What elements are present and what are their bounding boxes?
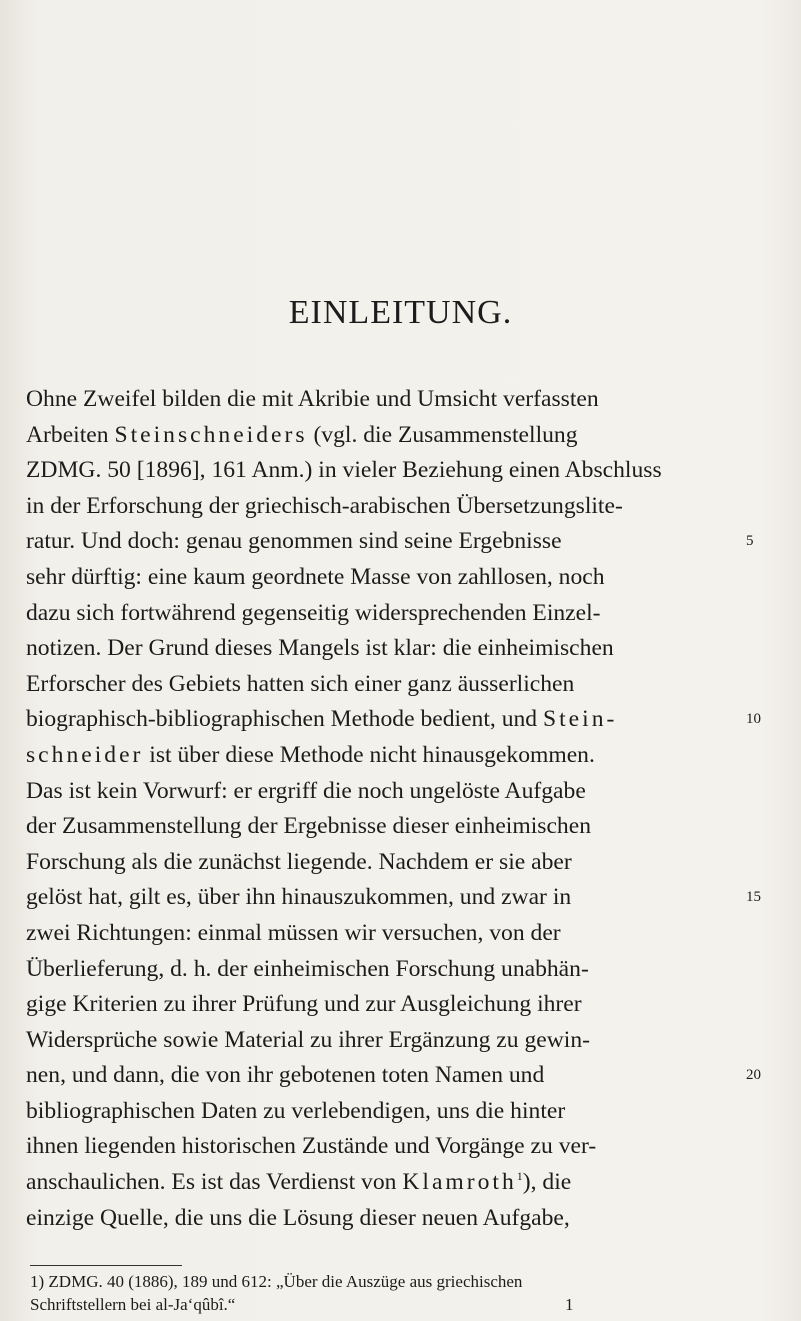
text-line-23	[26, 1165, 801, 1201]
line-text: zwei Richtungen: einmal müssen wir versuchen, von der	[26, 919, 561, 946]
text-line-4	[26, 489, 801, 525]
line-text: notizen. Der Grund dieses Mangels ist klar: die einheimischen	[26, 635, 614, 662]
line-text: ), die	[522, 1169, 572, 1196]
line-text: ratur. Und doch: genau genommen sind seine Ergebnisse	[26, 528, 562, 555]
text-line-13	[26, 809, 801, 845]
line-text: ist über diese Methode nicht hinausgekommen.	[143, 741, 595, 768]
line-number: 20	[746, 1067, 761, 1084]
text-line-21	[26, 1094, 801, 1130]
line-text: Das ist kein Vorwurf: er ergriff die noch ungelöste Aufgabe	[26, 777, 586, 804]
line-text: nen, und dann, die von ihr gebotenen toten Namen und	[26, 1062, 545, 1089]
text-line-7	[26, 596, 801, 632]
text-line-10	[26, 702, 801, 738]
text-line-11	[26, 738, 801, 774]
text-line-20	[26, 1058, 801, 1094]
line-text: gige Kriterien zu ihrer Prüfung und zur Ausgleichung ihrer	[26, 991, 582, 1018]
line-text: Forschung als die zunächst liegende. Nachdem er sie aber	[26, 848, 572, 875]
line-text: Widersprüche sowie Material zu ihrer Ergänzung zu gewin-	[26, 1026, 590, 1053]
body-text	[26, 382, 801, 1236]
text-line-17	[26, 952, 801, 988]
text-line-8	[26, 631, 801, 667]
line-text: Überlieferung, d. h. der einheimischen Forschung unabhän-	[26, 955, 589, 982]
line-text: in der Erforschung der griechisch-arabischen Übersetzungslite-	[26, 492, 623, 519]
line-text: Erforscher des Gebiets hatten sich einer ganz äusserlichen	[26, 670, 575, 697]
footnote-divider	[30, 1265, 182, 1266]
line-text: (vgl. die Zusammenstellung	[307, 421, 578, 448]
text-line-12	[26, 774, 801, 810]
text-line-1	[26, 382, 801, 418]
line-text: bibliographischen Daten zu verlebendigen, uns die hinter	[26, 1097, 566, 1124]
line-text: ihnen liegenden historischen Zustände und Vorgänge zu ver-	[26, 1133, 597, 1160]
footnote-marker: 1	[516, 1169, 523, 1184]
line-text: Arbeiten	[26, 421, 115, 448]
text-line-16	[26, 916, 801, 952]
spaced-name: Stein-	[542, 706, 618, 733]
footnote	[30, 1270, 750, 1316]
text-line-22	[26, 1129, 801, 1165]
line-text: Ohne Zweifel bilden die mit Akribie und Umsicht verfassten	[26, 386, 599, 412]
spaced-name: Steinschneiders	[114, 421, 308, 448]
line-text: gelöst hat, gilt es, über ihn hinauszukommen, und zwar in	[26, 884, 572, 911]
chapter-heading: EINLEITUNG.	[288, 294, 513, 331]
text-line-15	[26, 880, 801, 916]
line-number: 5	[746, 533, 754, 550]
line-number: 10	[746, 711, 761, 728]
text-line-2	[26, 418, 801, 454]
line-number: 15	[746, 889, 761, 906]
text-line-9	[26, 667, 801, 703]
line-text: der Zusammenstellung der Ergebnisse dieser einheimischen	[26, 813, 591, 840]
text-line-6	[26, 560, 801, 596]
text-line-14	[26, 845, 801, 881]
footnote-line-1: 1) ZDMG. 40 (1886), 189 und 612: „Über die Auszüge aus griechischen	[30, 1272, 523, 1291]
line-text: einzige Quelle, die uns die Lösung dieser neuen Aufgabe,	[26, 1204, 570, 1231]
spaced-name: Klamroth	[402, 1169, 517, 1196]
text-line-19	[26, 1023, 801, 1059]
footnote-line-2: Schriftstellern bei al-Ja‘qûbî.“	[30, 1295, 236, 1314]
line-text: anschaulichen. Es ist das Verdienst von	[26, 1169, 403, 1196]
spaced-name: schneider	[26, 741, 144, 768]
text-line-24	[26, 1201, 801, 1237]
line-text: sehr dürftig: eine kaum geordnete Masse von zahllosen, noch	[26, 563, 605, 590]
line-text: ZDMG. 50 [1896], 161 Anm.) in vieler Beziehung einen Abschluss	[26, 457, 662, 484]
text-line-5	[26, 524, 801, 560]
line-text: dazu sich fortwährend gegenseitig widersprechenden Einzel-	[26, 599, 601, 626]
line-text: biographisch-bibliographischen Methode bedient, und	[26, 706, 543, 733]
text-line-3	[26, 453, 801, 489]
text-line-18	[26, 987, 801, 1023]
page-number: 1	[565, 1295, 574, 1314]
